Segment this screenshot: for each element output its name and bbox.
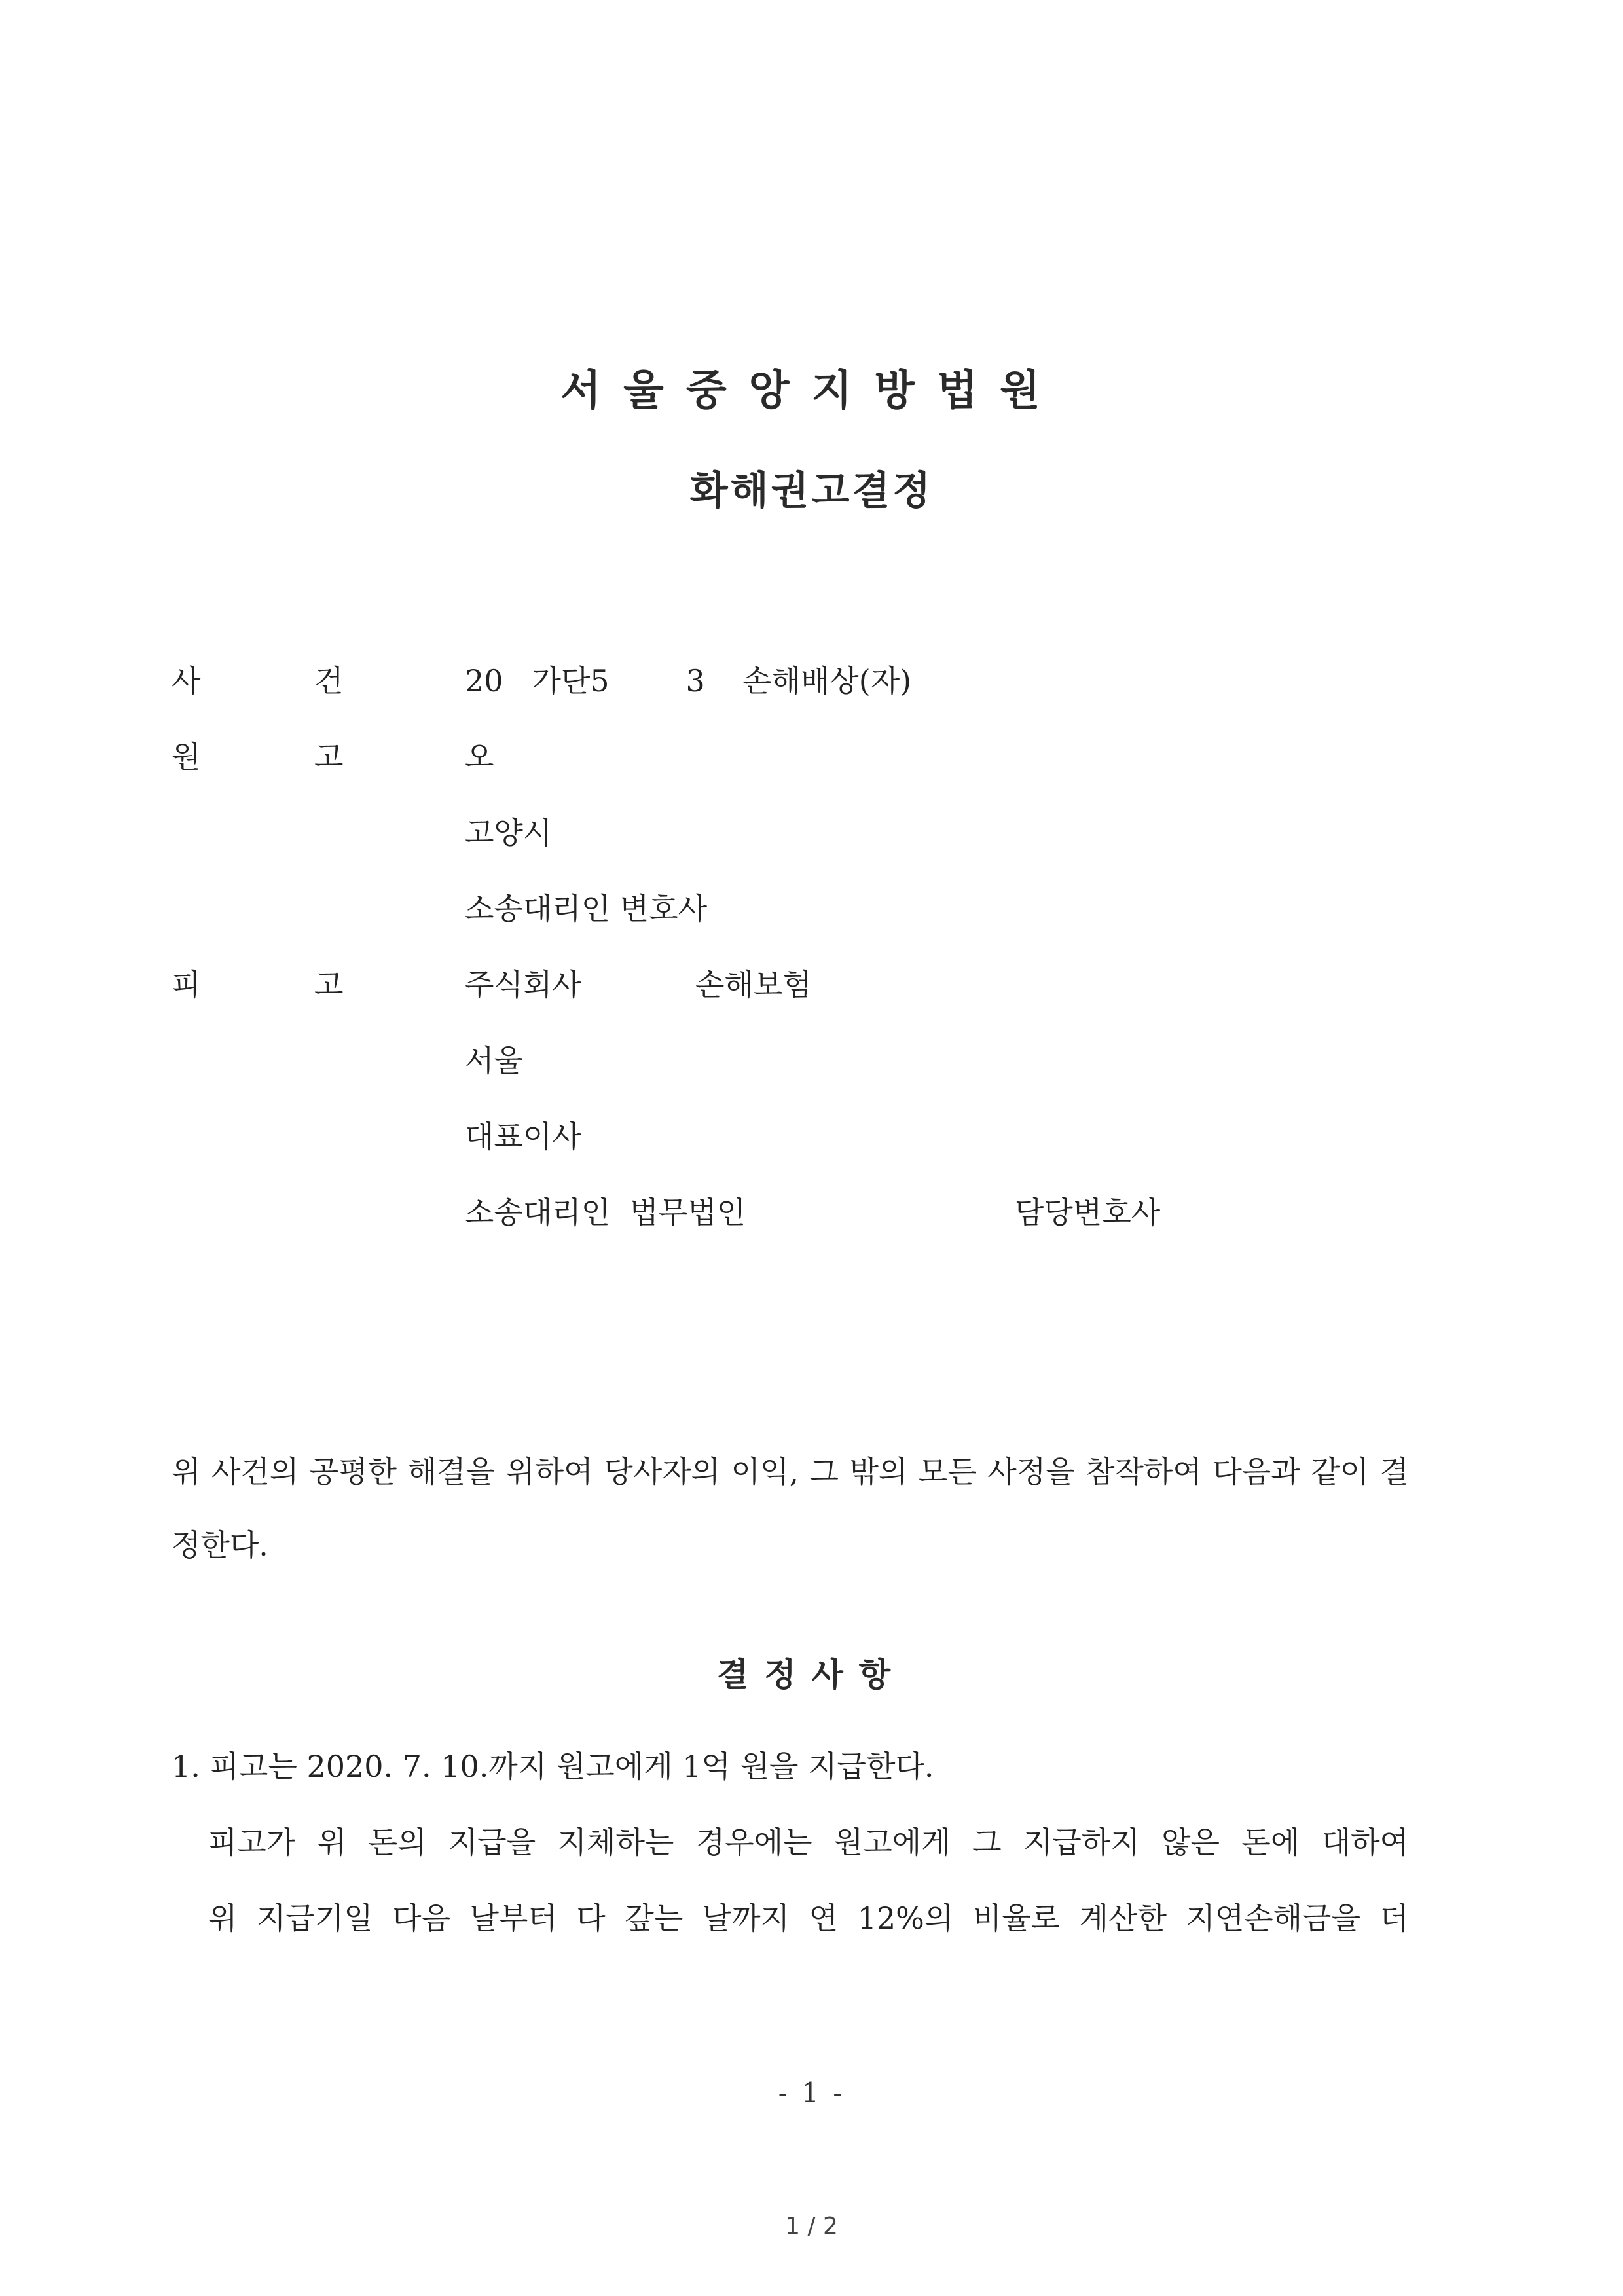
case-number: 20 가단5 3 <box>465 663 705 699</box>
plaintiff-row <box>172 737 1455 813</box>
case-label-first: 사 <box>172 663 201 699</box>
page-number: - 1 - <box>778 2077 845 2109</box>
plaintiff-label-second: 고 <box>314 739 344 774</box>
defendant-label-second: 고 <box>314 967 344 1002</box>
defendant-address-row <box>172 1041 1455 1117</box>
plaintiff-attorney-row <box>172 889 1455 965</box>
defendant-ceo: 대표이사 <box>465 1119 581 1154</box>
defendant-row <box>172 965 1455 1041</box>
plaintiff-address: 고양시 <box>465 815 553 850</box>
plaintiff-label-first: 원 <box>172 739 201 774</box>
case-name: 손해배상(자) <box>742 663 912 699</box>
defendant-label-first: 피 <box>172 967 201 1002</box>
decision-item-line: 피고가 위 돈의 지급을 지체하는 경우에는 원고에게 그 지급하지 않은 돈에 대하여 <box>208 1825 1409 1860</box>
defendant-attorney-row <box>172 1193 1455 1269</box>
defendant-name-prefix: 주식회사 <box>465 967 581 1002</box>
decision-item <box>172 1728 1409 1956</box>
defendant-address: 서울 <box>465 1043 523 1078</box>
intro-paragraph: 위 사건의 공평한 해결을 위하여 당사자의 이익, 그 밖의 모든 사정을 참작하여 다음과 같이 결정한다. <box>172 1454 1409 1563</box>
plaintiff-name: 오 <box>465 739 494 774</box>
sheet-number: 1 / 2 <box>785 2213 838 2240</box>
decision-item-first-line: 1. 피고는 2020. 7. 10.까지 원고에게 1억 원을 지급한다. <box>172 1749 934 1784</box>
plaintiff-attorney: 소송대리인 변호사 <box>465 891 708 926</box>
defendant-attorney-in-charge: 담당변호사 <box>1015 1195 1161 1230</box>
case-row <box>172 661 1455 737</box>
defendant-ceo-row <box>172 1117 1455 1193</box>
section-title: 결정사항 <box>716 1656 907 1694</box>
plaintiff-address-row <box>172 813 1455 889</box>
decision-item-line: 위 지급기일 다음 날부터 다 갚는 날까지 연 12%의 비율로 계산한 지연손해금을 더 <box>208 1901 1409 1936</box>
defendant-name-suffix: 손해보험 <box>695 967 812 1002</box>
defendant-attorney: 소송대리인 법무법인 <box>465 1195 746 1230</box>
party-block <box>172 661 1455 1269</box>
court-name: 서울중앙지방법원 <box>560 367 1063 415</box>
document-title: 화해권고결정 <box>689 468 934 514</box>
case-label-second: 건 <box>314 663 344 699</box>
